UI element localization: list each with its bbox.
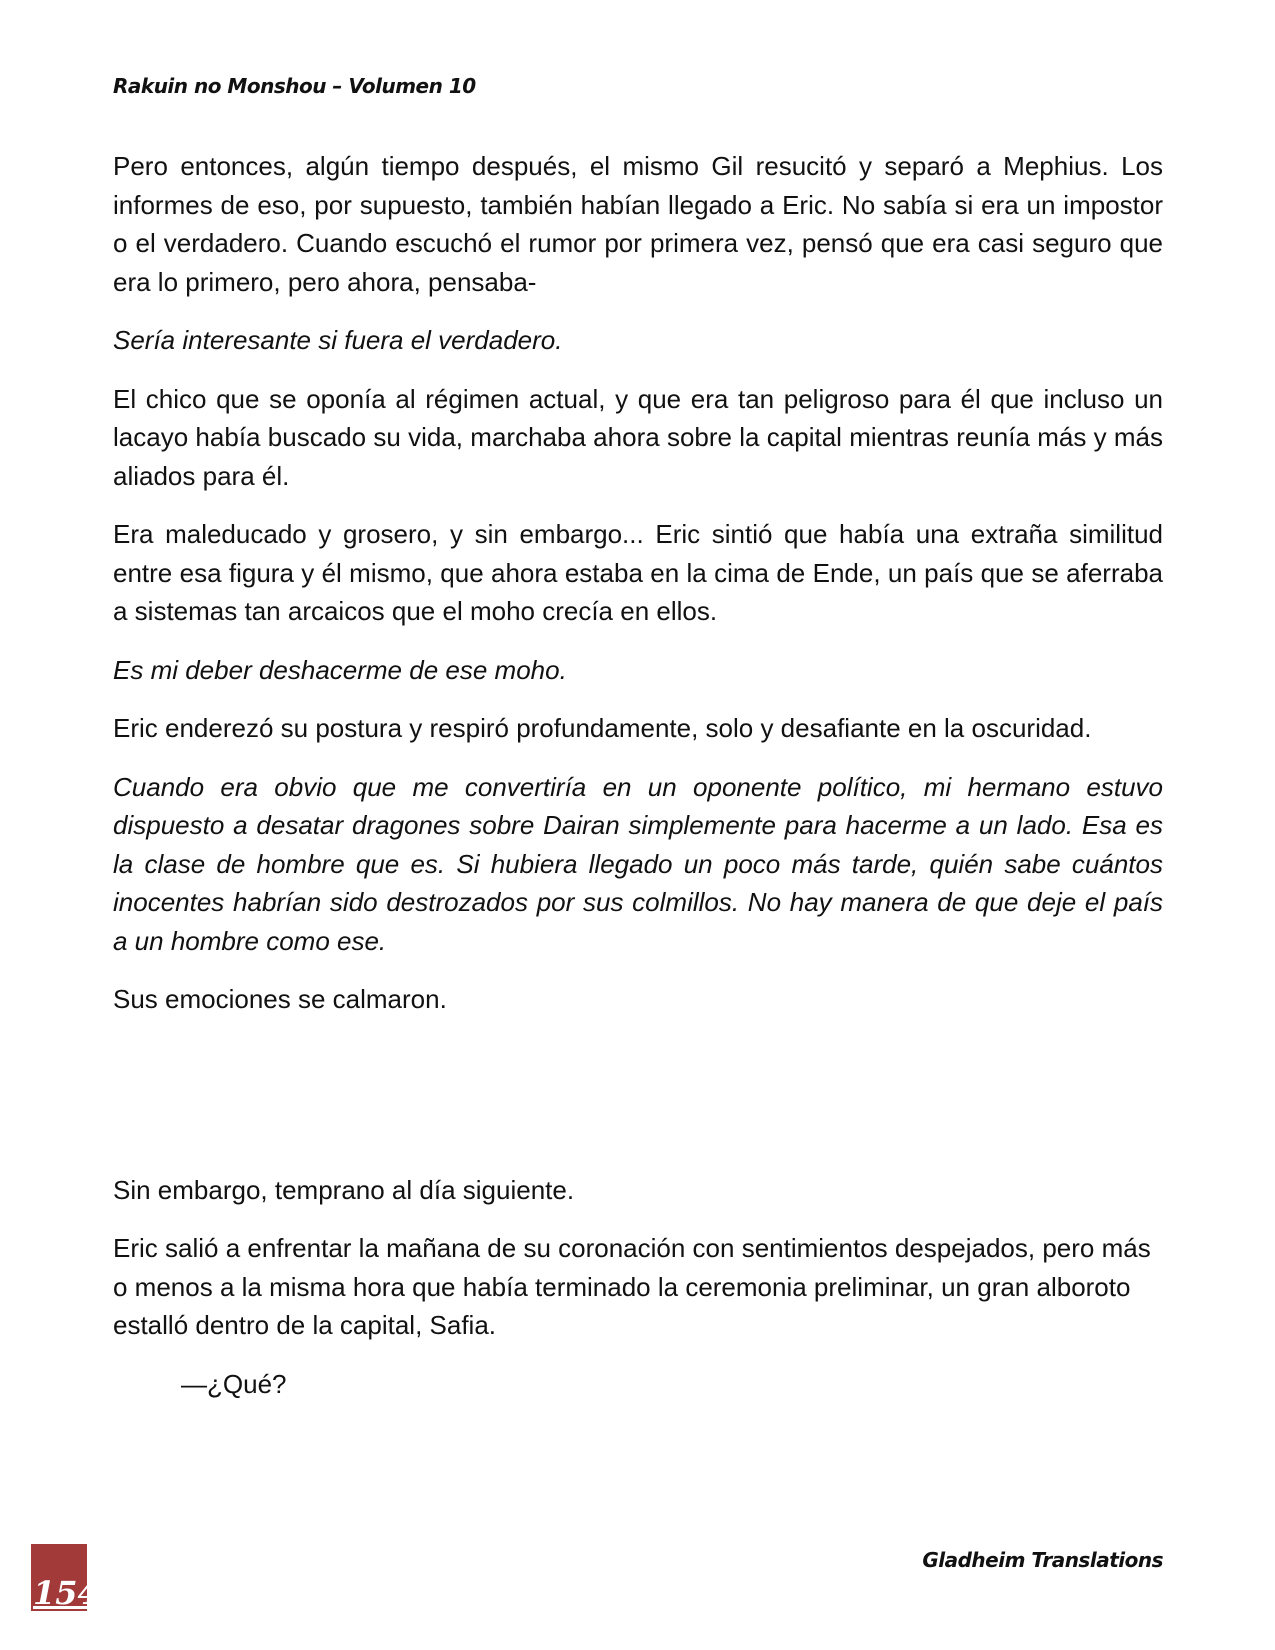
- section-break: [113, 1039, 1163, 1171]
- page-number-badge: [31, 1544, 100, 1612]
- italic-thought: Sería interesante si fuera el verdadero.: [113, 325, 563, 355]
- paragraph: Sin embargo, temprano al día siguiente.: [113, 1174, 575, 1205]
- paragraph: El chico que se oponía al régimen actual, y que era tan peligroso para él que incluso un lacayo había buscado su vida, marchaba ahora sobre la capital mientras reunía más y más aliados para él.: [113, 383, 1163, 491]
- italic-thought: Es mi deber deshacerme de ese moho.: [113, 654, 567, 685]
- paragraph: Era maleducado y grosero, y sin embargo... Eric sintió que había una extraña similitud entre esa figura y él mismo, que ahora estaba en la cima de Ende, un país que se aferraba a sistemas tan arcaicos que el moho crecía en ellos.: [113, 519, 1163, 626]
- dialogue-line: —¿Qué?: [181, 1368, 287, 1399]
- running-header: Rakuin no Monshou – Volumen 10: [113, 74, 476, 98]
- paragraph: Eric enderezó su postura y respiró profundamente, solo y desafiante en la oscuridad.: [113, 713, 1092, 743]
- paragraph: Eric salió a enfrentar la mañana de su coronación con sentimientos despejados, pero más o menos a la misma hora que había terminado la ceremonia preliminar, un gran alboroto estalló dentro de la capital, Safia.: [113, 1233, 1151, 1340]
- paragraph: Pero entonces, algún tiempo después, el mismo Gil resucitó y separó a Mephius. Los informes de eso, por supuesto, también habían llegado a Eric. No sabía si era un impostor o el verdadero. Cuando escuchó el rumor por primera vez, pensó que era casi seguro que era lo primero, pero ahora, pensaba-: [113, 151, 1163, 297]
- page-body: [113, 147, 1163, 1423]
- italic-thought: Cuando era obvio que me convertiría en un oponente político, mi hermano estuvo dispuesto a desatar dragones sobre Dairan simplemente para hacerme a un lado. Esa es la clase de hombre que es. Si hubiera llegado un poco más tarde, quién sabe cuántos inocentes habrían sido destrozados por sus colmillos. No hay manera de que deje el país a un hombre como ese.: [113, 771, 1163, 956]
- footer-credit: Gladheim Translations: [922, 1548, 1163, 1572]
- page-number: 154: [33, 1574, 100, 1612]
- paragraph: Sus emociones se calmaron.: [113, 984, 447, 1014]
